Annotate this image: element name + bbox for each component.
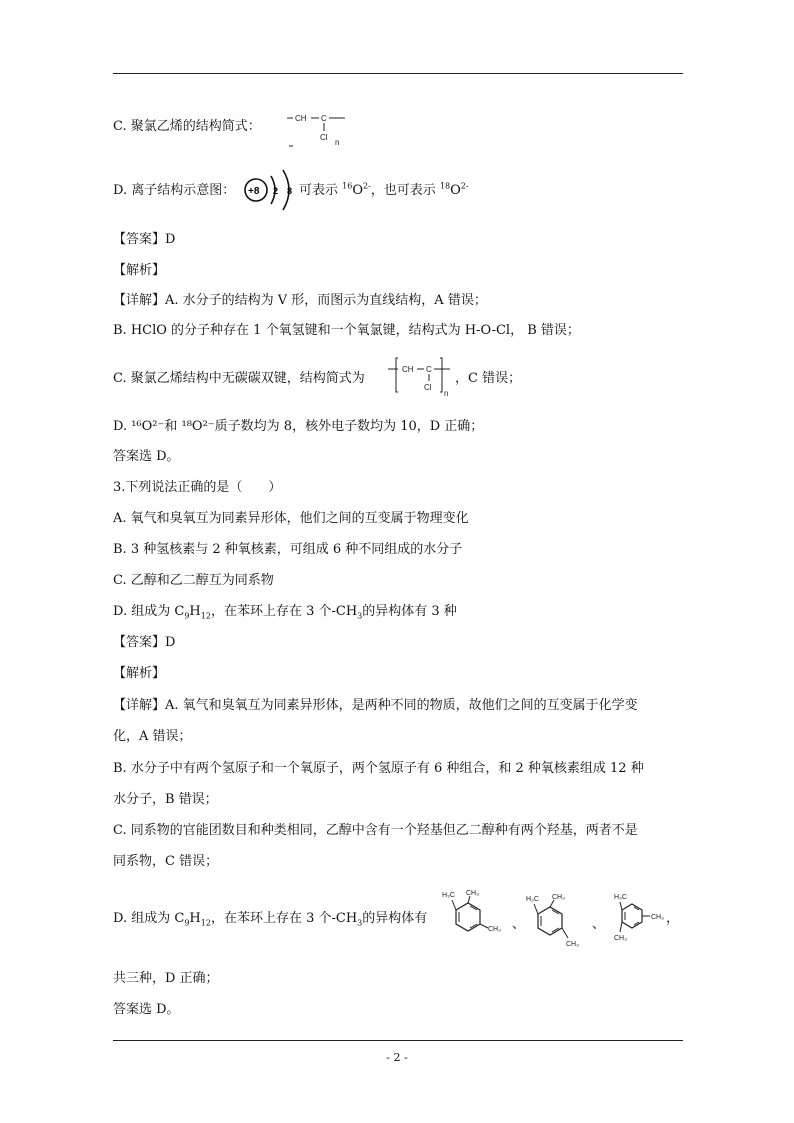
- ion-nucleus-label: +8: [248, 186, 260, 197]
- isomer-1-structure: [436, 888, 508, 948]
- separator-1: 、: [512, 917, 526, 932]
- isomer3-label-3: CH₃: [614, 935, 627, 942]
- isomer1-label-1: H₃C: [442, 892, 455, 899]
- isomer3-label-2: CH₃: [651, 914, 664, 921]
- detail-2-b2: 水分子，B 错误；: [113, 792, 218, 807]
- analysis-1: 【解析】: [113, 263, 166, 278]
- detail-1-b: B. HClO 的分子种存在 1 个氧氢键和一个氧氯键，结构式为 H-O-Cl， B 错误；: [113, 323, 580, 338]
- isomer2-label-1: H₃C: [526, 896, 539, 903]
- isomer1-label-3: CH₃: [488, 926, 501, 933]
- pvc-mid-n-label: n: [444, 389, 449, 398]
- option-d-text: D. 离子结构示意图：: [113, 183, 236, 198]
- page-number: - 2 -: [386, 1051, 408, 1064]
- pvc-mid-cl-label: Cl: [424, 383, 432, 392]
- question-3-d: D. 组成为 $C_9H_{12}$，在苯环上存在 3 个$-CH_3$的异构体有 3 种: [113, 604, 457, 621]
- pvc-structure-bracket-figure: [386, 354, 456, 398]
- total-count: 共三种，D 正确；: [113, 971, 219, 986]
- footer-rule: [113, 1040, 683, 1041]
- detail-1-c-tail: ，C 错误；: [455, 371, 522, 386]
- question-3-a: A. 氧气和臭氧互为同素异形体，他们之间的互变属于物理变化: [113, 511, 469, 526]
- pvc-mid-c-label: C: [426, 365, 432, 374]
- answer-2: 【答案】D: [113, 635, 176, 650]
- pvc-cl-label: Cl: [320, 133, 328, 142]
- detail-1-d: D. ¹⁶O²⁻和 ¹⁸O²⁻质子数均为 8，核外电子数均为 10，D 正确；: [113, 419, 484, 434]
- select-2: 答案选 D。: [113, 1002, 180, 1017]
- header-rule: [113, 73, 683, 74]
- isomer-2-structure: [524, 892, 590, 956]
- isomer3-label-1: H₃C: [614, 894, 627, 901]
- option-c-text: C. 聚氯乙烯的结构简式：: [113, 119, 261, 134]
- answer-1: 【答案】D: [113, 232, 176, 247]
- question-3-c: C. 乙醇和乙二醇互为同系物: [113, 573, 274, 588]
- isomer1-label-2: CH₃: [466, 890, 479, 897]
- option-c: [113, 118, 261, 136]
- ion-shell2-label: 8: [287, 186, 293, 196]
- pvc-n-label: n: [335, 138, 340, 147]
- question-3-b: B. 3 种氢核素与 2 种氧核素，可组成 6 种不同组成的水分子: [113, 542, 463, 557]
- option-d: [113, 182, 235, 200]
- pvc-ch-label: CH: [295, 114, 307, 123]
- isomer2-label-2: CH₃: [552, 894, 565, 901]
- option-d-tail: 可表示 $^{16}O^{2-}$，也可表示 $^{18}O^{2-}$: [299, 181, 469, 198]
- detail-2-d: D. 组成为 $C_9H_{12}$，在苯环上存在 3 个$-CH_3$的异构体有: [113, 911, 428, 928]
- separator-2: 、: [592, 917, 606, 932]
- detail-2-c2: 同系物，C 错误；: [113, 854, 219, 869]
- pvc-c-label: C: [321, 114, 327, 123]
- detail-2-c1: C. 同系物的官能团数目和种类相同，乙醇中含有一个羟基但乙二醇种有两个羟基，两者不是: [113, 823, 638, 838]
- question-3: 3.下列说法正确的是（ ）: [113, 480, 282, 495]
- separator-3: ，: [666, 911, 680, 926]
- pvc-structure-figure: [283, 104, 353, 152]
- ion-shell1-label: 2: [273, 186, 279, 196]
- pvc-mid-ch-label: CH: [402, 365, 414, 374]
- detail-2-a2: 化，A 错误；: [113, 729, 192, 744]
- detail-1-c: C. 聚氯乙烯结构中无碳碳双键，结构简式为: [113, 371, 365, 386]
- select-1: 答案选 D。: [113, 449, 180, 464]
- ion-structure-diagram: [243, 166, 299, 214]
- isomer2-label-3: CH₃: [566, 941, 579, 948]
- isomer-3-structure: [608, 890, 674, 950]
- detail-1-a: 【详解】A. 水分子的结构为 V 形，而图示为直线结构，A 错误；: [113, 293, 487, 308]
- detail-2-a1: 【详解】A. 氧气和臭氧互为同素异形体，是两种不同的物质，故他们之间的互变属于化学变: [113, 698, 638, 713]
- analysis-2: 【解析】: [113, 666, 166, 681]
- detail-2-b1: B. 水分子中有两个氢原子和一个氧原子，两个氢原子有 6 种组合，和 2 种氧核素组成 12 种: [113, 761, 644, 776]
